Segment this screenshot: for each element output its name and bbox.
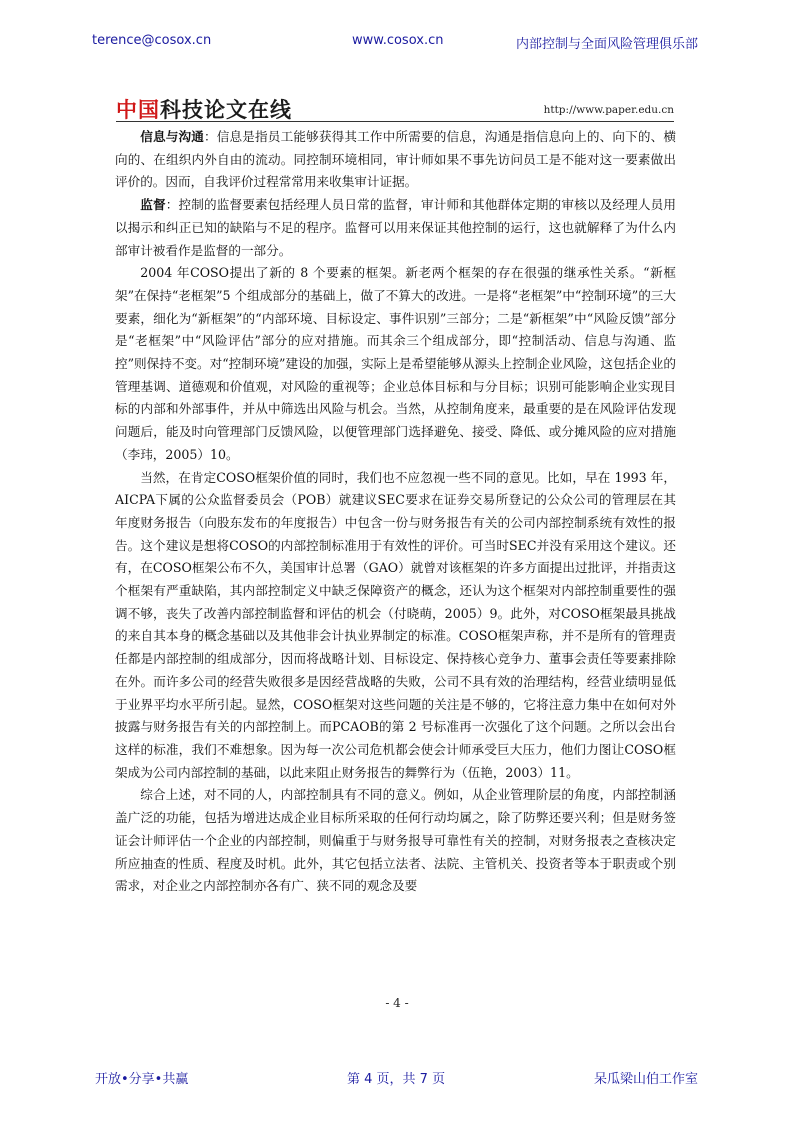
club-name-link[interactable]: 内部控制与全面风险管理俱乐部 [515,37,698,52]
header-links-bar [0,33,794,51]
site-logo [116,94,292,124]
paragraph-information-communication [115,126,676,194]
paragraph-text: 综合上述，对不同的人，内部控制具有不同的意义。例如，从企业管理阶层的角度，内部控制涵盖广泛的功能，包括为增进达成企业目标所采取的任何行动均属之，除了防弊还要兴利；但是财务签证会计师评估一个企业的内部控制，则偏重于与财务报导可靠性有关的控制，对财务报表之查核决定所应抽查的性质、程度及时机。此外，其它包括立法者、法院、主管机关、投资者等本于职责或个别需求，对企业之内部控制亦各有广、狭不同的观念及要 [115,787,676,894]
footer-links-bar [0,1068,794,1086]
paragraph-coso-critique [115,467,676,785]
paragraph-text: ：信息是指员工能够获得其工作中所需要的信息，沟通是指信息向上的、向下的、横向的、在组织内外自由的流动。同控制环境相同，审计师如果不事先访问员工是不能对这一要素做出评价的。因而，自我评价过程常常用来收集审计证据。 [115,129,677,190]
document-body [115,126,676,898]
website-link[interactable]: www.cosox.cn [352,33,444,48]
studio-link[interactable]: 呆瓜梁山伯工作室 [593,1072,698,1087]
paragraph-text: ：控制的监督要素包括经理人员日常的监督，审计师和其他群体定期的审核以及经理人员用以揭示和纠正已知的缺陷与不足的程序。监督可以用来保证其他控制的运行，这也就解释了为什么内部审计被看作是监督的一部分。 [115,197,677,258]
logo-dark-text: 科技论文在线 [160,98,292,122]
paragraph-lead: 监督 [140,197,166,213]
logo-red-text: 中国 [116,98,160,122]
paragraph-text: 2004 年COSO提出了新的 8 个要素的框架。新老两个框架的存在很强的继承性关系。“新框架”在保持“老框架”5 个组成部分的基础上，做了不算大的改进。一是将“老框架”中“控制环境”的三大要素，细化为“新框架”的“内部环境、目标设定、事件识别”三部分；二是“新框架”中“风险反馈”部分是“老框架”中“风险评估”部分的应对措施。而其余三个组成部分，即“控制活动、信息与沟通、监控”则保持不变。对“控制环境”建设的加强，实际上是希望能够从源头上控制企业风险，这包括企业的管理基调、道德观和价值观，对风险的重视等；企业总体目标和与分目标；识别可能影响企业实现目标的内部和外部事件，并从中筛选出风险与机会。当然，从控制角度来，最重要的是在风险评估发现问题后，能及时向管理部门反馈风险，以便管理部门选择避免、接受、降低、或分摊风险的应对措施（李玮，2005）10。 [115,265,676,462]
page-number: - 4 - [385,996,409,1010]
paragraph-text: 当然，在肯定COSO框架价值的同时，我们也不应忽视一些不同的意见。比如，早在 1993 年，AICPA下属的公众监督委员会（POB）就建议SEC要求在证券交易所登记的公众公司的管理层在其年度财务报告（向股东发布的年度报告）中包含一份与财务报告有关的公司内部控制系统有效性的报告。这个建议是想将COSO的内部控制标准用于有效性的评价。可当时SEC并没有采用这个建议。还有，在COSO框架公布不久，美国审计总署（GAO）就曾对该框架的许多方面提出过批评，并指责这个框架有严重缺陷，其内部控制定义中缺乏保障资产的概念，还认为这个框架对内部控制重要性的强调不够，丧失了改善内部控制监督和评估的机会（付晓萌，2005）9。此外，对COSO框架最具挑战的来自其本身的概念基础以及其他非会计执业界制定的标准。COSO框架声称，并不是所有的管理责任都是内部控制的组成部分，因而将战略计划、目标设定、保持核心竞争力、董事会责任等要素排除在外。而许多公司的经营失败很多是因经营战略的失败，公司不具有效的治理结构，经营业绩明显低于业界平均水平所引起。显然，COSO框架对这些问题的关注是不够的，它将注意力集中在如何对外披露与财务报告有关的内部控制上。而PCAOB的第 2 号标准再一次强化了这个问题。之所以会出台这样的标准，我们不难想象。因为每一次公司危机都会使会计师承受巨大压力，他们力图让COSO框架成为公司内部控制的基础，以此来阻止财务报告的舞弊行为（伍艳，2003）11。 [115,469,676,780]
slogan-link[interactable]: 开放•分享•共赢 [95,1072,189,1087]
paragraph-coso-2004 [115,262,676,466]
header-divider [116,121,674,122]
paragraph-summary [115,784,676,898]
brand-header [116,94,674,120]
paragraph-lead: 信息与沟通 [140,129,204,144]
page-indicator: 第 4 页，共 7 页 [347,1072,446,1087]
paragraph-monitoring [115,194,676,262]
site-url: http://www.paper.edu.cn [543,104,674,116]
email-link[interactable]: terence@cosox.cn [92,33,212,48]
